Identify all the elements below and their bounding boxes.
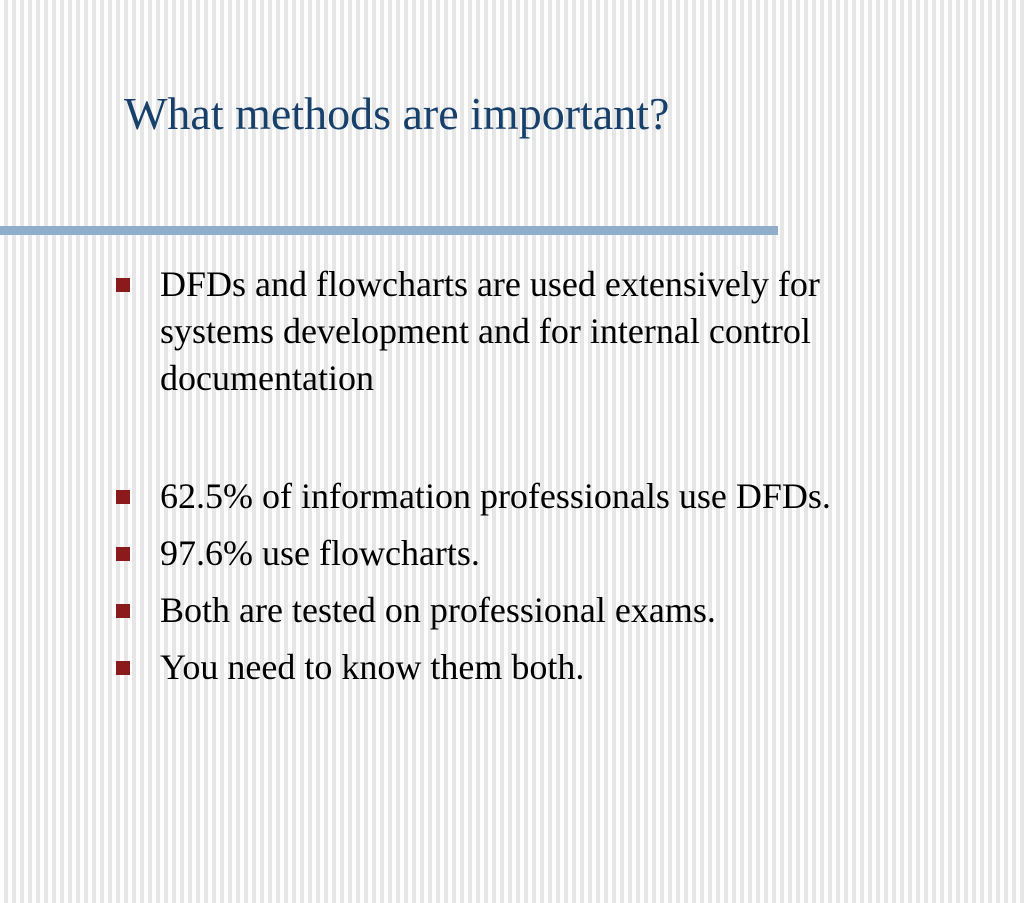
bullet-text: Both are tested on professional exams. (160, 590, 716, 630)
square-bullet-icon (116, 604, 130, 618)
square-bullet-icon (116, 547, 130, 561)
title-divider-rule (0, 226, 778, 235)
bullet-text: 62.5% of information professionals use DFDs. (160, 476, 831, 516)
square-bullet-icon (116, 278, 130, 292)
bullet-text: You need to know them both. (160, 647, 585, 687)
slide-title: What methods are important? (124, 88, 670, 139)
square-bullet-icon (116, 490, 130, 504)
bullet-item (116, 473, 916, 520)
bullet-item (116, 587, 916, 634)
bullet-item (116, 644, 916, 691)
bullet-item (116, 530, 916, 577)
bullet-item (116, 261, 916, 402)
bullet-text: 97.6% use flowcharts. (160, 533, 480, 573)
square-bullet-icon (116, 661, 130, 675)
bullet-text: DFDs and flowcharts are used extensively for systems development and for internal control documentation (160, 264, 820, 398)
